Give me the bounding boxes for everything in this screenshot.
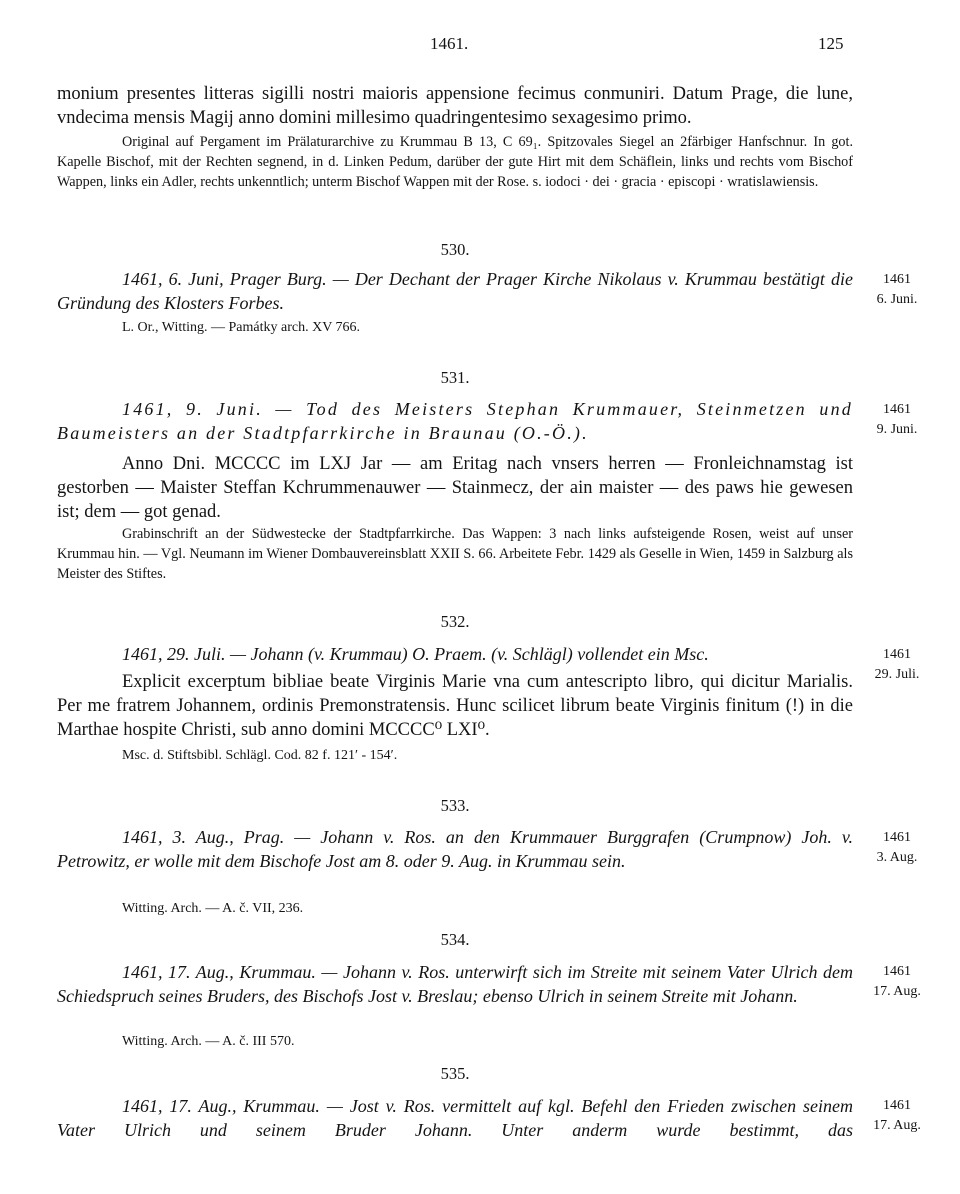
entry-531-text: Anno Dni. MCCCC im LXJ Jar — am Eritag nach vnsers herren — Fronleichnamstag ist gestorben — Maister Steffan Kchrummenauwer — Stainmecz, der ain maister — des paws hie gewesen ist; dem — got genad. xyxy=(57,454,853,522)
entry-533-regest: 1461, 3. Aug., Prag. — Johann v. Ros. an den Krummauer Burggrafen (Crumpnow) Joh. v. Petrowitz, er wolle mit dem Bischofe Jost am 8. oder 9. Aug. in Krummau sein. xyxy=(57,827,853,871)
header-year: 1461. xyxy=(430,34,469,53)
entry-number-531: 531. xyxy=(440,368,470,387)
entry-532-margin-date: 29. Juli. xyxy=(874,667,920,682)
entry-531-regest: 1461, 9. Juni. — Tod des Meisters Stephan Krummauer, Steinmetzen und Baumeisters an der Stadtpfarrkirche in Braunau (O.-Ö.). xyxy=(57,399,853,443)
entry-532-text: Explicit excerptum bibliae beate Virginis Marie vna cum antescripto libro, qui dicitur Marialis. Per me fratrem Johannem, ordinis Premonstratensis. Hunc scilicet librum beate Virginis finitum (!) in die Marthae hospite Christi, sub anno domini MCCCC⁰ LXI⁰. xyxy=(57,672,853,740)
entry-535-regest: 1461, 17. Aug., Krummau. — Jost v. Ros. vermittelt auf kgl. Befehl den Frieden zwischen seinem Vater Ulrich und seinem Bruder Johann. Unter anderm wurde bestimmt, das xyxy=(57,1096,853,1140)
entry-532-regest: 1461, 29. Juli. — Johann (v. Krummau) O. Praem. (v. Schlägl) vollendet ein Msc. xyxy=(122,644,709,664)
continuation-text: monium presentes litteras sigilli nostri maioris appensione fecimus conmuniri. Datum Prage, die lune, vndecima mensis Magij anno domini millesimo quadringentesimo sexagesimo primo. xyxy=(57,84,853,128)
entry-530-regest: 1461, 6. Juni, Prager Burg. — Der Dechant der Prager Kirche Nikolaus v. Krummau bestätigt die Gründung des Klosters Forbes. xyxy=(57,269,853,313)
entry-531-note: Grabinschrift an der Südwestecke der Stadtpfarrkirche. Das Wappen: 3 nach links aufsteigende Rosen, weist auf unser Krummau hin. — Vgl. Neumann im Wiener Dombauvereinsblatt XXII S. 66. Arbeitete Febr. 1429 als Geselle in Wien, 1459 in Salzburg als Meister des Stiftes. xyxy=(57,526,853,582)
entry-534-regest: 1461, 17. Aug., Krummau. — Johann v. Ros. unterwirft sich im Streite mit seinem Vater Ulrich dem Schiedspruch seines Bruders, des Bischofs Jost v. Breslau; ebenso Ulrich in seinem Streite mit Johann. xyxy=(57,962,853,1006)
entry-534-source: Witting. Arch. — A. č. III 570. xyxy=(122,1034,295,1049)
entry-534-margin-year: 1461 xyxy=(883,964,911,979)
entry-number-533: 533. xyxy=(440,796,470,815)
page-number: 125 xyxy=(818,34,844,53)
entry-530-source: L. Or., Witting. — Památky arch. XV 766. xyxy=(122,320,361,335)
entry-535-margin-year: 1461 xyxy=(883,1098,911,1113)
entry-531-margin-year: 1461 xyxy=(883,402,911,417)
entry-531-margin-date: 9. Juni. xyxy=(876,422,918,437)
entry-number-532: 532. xyxy=(440,612,470,631)
entry-530-margin-date: 6. Juni. xyxy=(876,292,918,307)
entry-number-535: 535. xyxy=(440,1064,470,1083)
entry-number-534: 534. xyxy=(440,930,470,949)
entry-535-margin-date: 17. Aug. xyxy=(873,1118,921,1133)
continuation-note: Original auf Pergament im Prälaturarchive zu Krummau B 13, C 69₁. Spitzovales Siegel an 2färbiger Hanfschnur. In got. Kapelle Bischof, mit der Rechten segnend, in d. Linken Pedum, darüber der gute Hirt mit dem Schäflein, links und rechts vom Bischof Wappen, links ein Adler, rechts unkenntlich; unterm Bischof Wappen mit der Rose. s. iodoci · dei · gracia · episcopi · wratislawiensis. xyxy=(57,134,853,190)
entry-532-margin-year: 1461 xyxy=(883,647,911,662)
entry-534-margin-date: 17. Aug. xyxy=(873,984,921,999)
entry-number-530: 530. xyxy=(440,240,470,259)
entry-532-source: Msc. d. Stiftsbibl. Schlägl. Cod. 82 f. 121′ - 154′. xyxy=(122,748,398,763)
entry-533-source: Witting. Arch. — A. č. VII, 236. xyxy=(122,901,304,916)
entry-533-margin-year: 1461 xyxy=(883,830,911,845)
entry-530-margin-year: 1461 xyxy=(883,272,911,287)
entry-533-margin-date: 3. Aug. xyxy=(876,850,918,865)
